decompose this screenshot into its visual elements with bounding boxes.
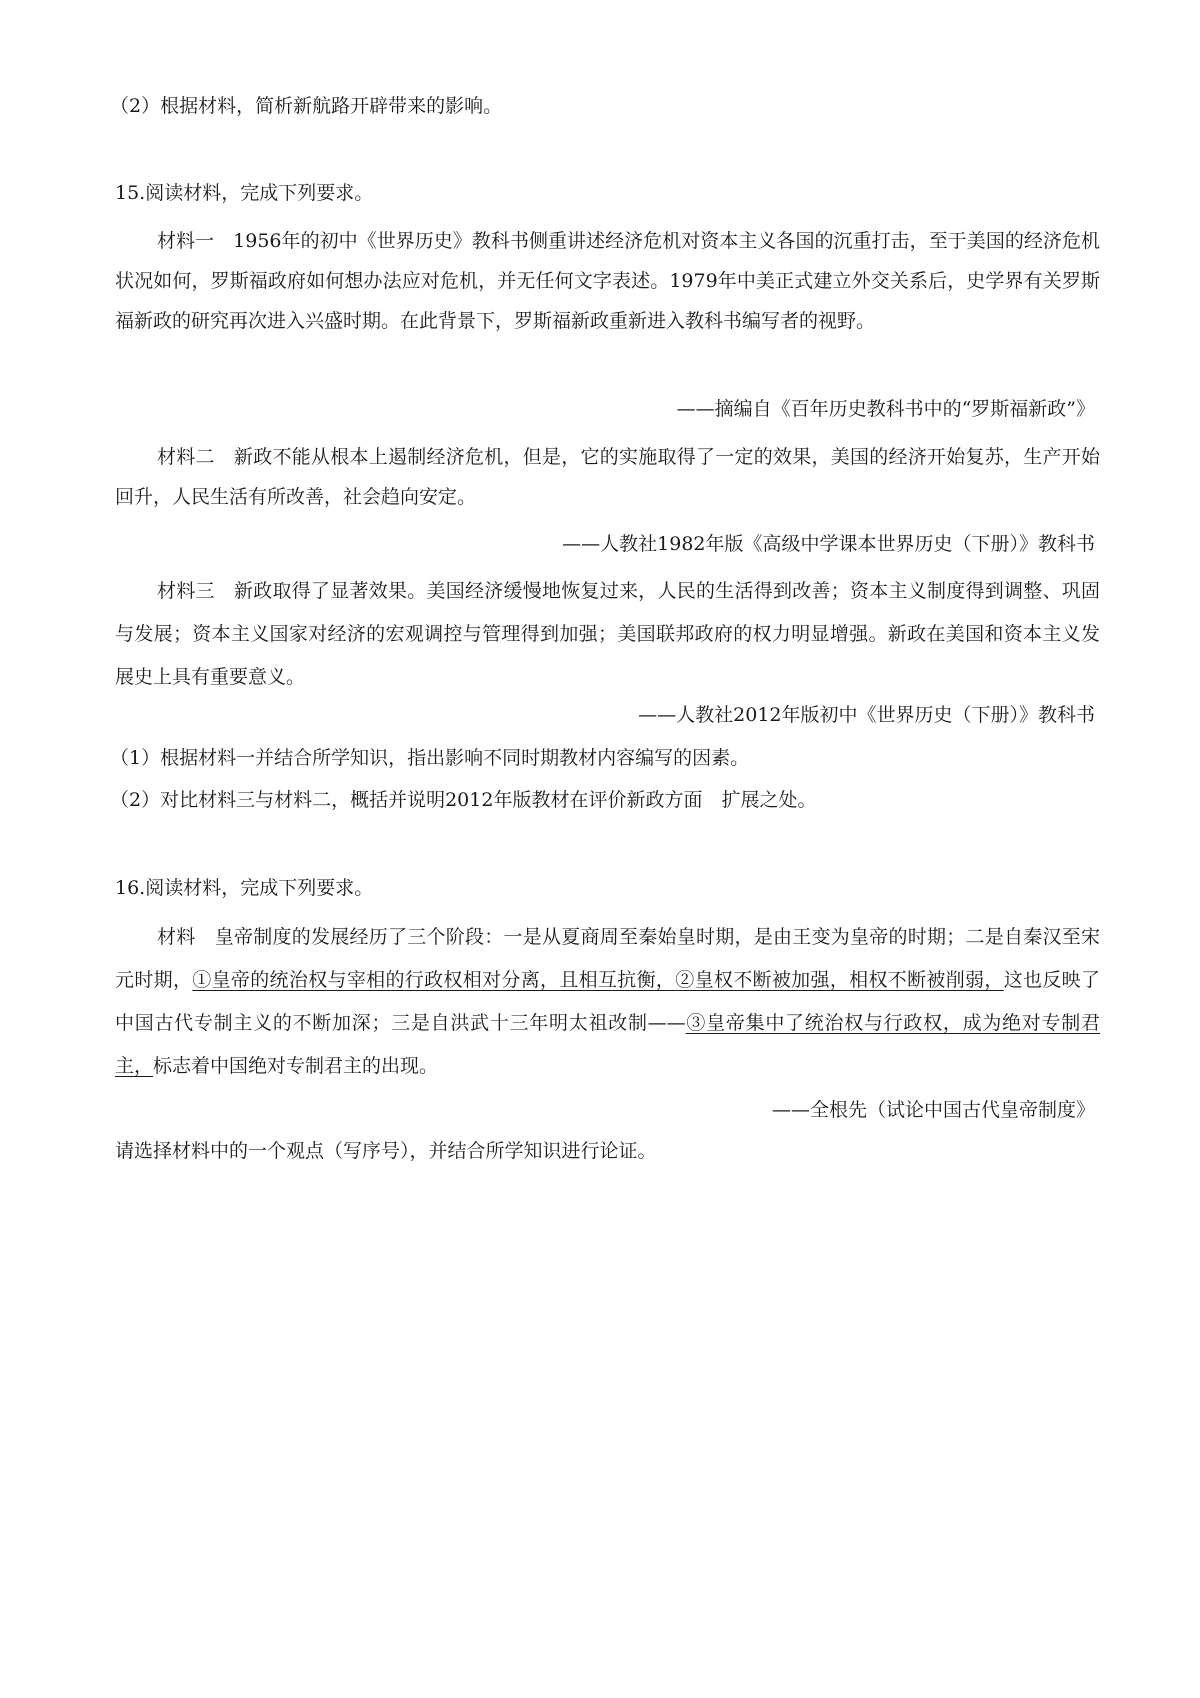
q16-material-source: ——全根先（试论中国古代皇帝制度》 bbox=[771, 1099, 1095, 1121]
q16-material-middle: 这也反映了中国古代专制主义的不断加深；三是自洪武十三年明太祖改制—— bbox=[115, 969, 1100, 1034]
q16-material-end: 标志着中国绝对专制君主的出现。 bbox=[153, 1055, 439, 1077]
q15-material-1: 材料一 1956年的初中《世界历史》教科书侧重讲述经济危机对资本主义各国的沉重打击，至于美国的经济危机状况如何，罗斯福政府如何想办法应对危机，并无任何文字表述。1979年中美正式建立外交关系后，史学界有关罗斯福新政的研究再次进入兴盛时期。在此背景下，罗斯福新政重新进入教科书编写者的视野。 bbox=[115, 230, 1100, 332]
q16-material-intro: 材料 皇帝制度的发展经历了三个阶段：一是从夏商周至秦始皇时期，是由王变为皇帝的时期；二是自秦汉至宋元时期， bbox=[115, 926, 1100, 991]
prev-question-2: （2）根据材料，简析新航路开辟带来的影响。 bbox=[110, 95, 503, 117]
q15-material-3: 材料三 新政取得了显著效果。美国经济缓慢地恢复过来，人民的生活得到改善；资本主义制度得到调整、巩固与发展；资本主义国家对经济的宏观调控与管理得到加强；美国联邦政府的权力明显增强。新政在美国和资本主义发展史上具有重要意义。 bbox=[115, 580, 1100, 688]
q15-heading: 15.阅读材料，完成下列要求。 bbox=[115, 182, 374, 204]
q15-material-2-source: ——人教社1982年版《高级中学课本世界历史（下册）》教科书 bbox=[562, 533, 1095, 555]
q16-viewpoint-2: ②皇权不断被加强，相权不断被削弱， bbox=[675, 969, 1004, 991]
q15-material-1-source: ——摘编自《百年历史教科书中的“罗斯福新政”》 bbox=[676, 398, 1095, 420]
q15-material-2: 材料二 新政不能从根本上遏制经济危机，但是，它的实施取得了一定的效果，美国的经济开始复苏，生产开始回升，人民生活有所改善，社会趋向安定。 bbox=[115, 446, 1100, 508]
q16-material bbox=[115, 916, 1100, 1088]
q15-material-3-source: ——人教社2012年版初中《世界历史（下册）》教科书 bbox=[638, 704, 1095, 726]
q16-heading: 16.阅读材料，完成下列要求。 bbox=[115, 877, 374, 899]
q15-question-1: （1）根据材料一并结合所学知识，指出影响不同时期教材内容编写的因素。 bbox=[110, 747, 750, 769]
q15-question-2: （2）对比材料三与材料二，概括并说明2012年版教材在评价新政方面 扩展之处。 bbox=[110, 789, 817, 811]
q16-question: 请选择材料中的一个观点（写序号），并结合所学知识进行论证。 bbox=[115, 1140, 657, 1162]
q16-viewpoint-3: ③皇帝集中了统治权与行政权，成为绝对专制君主， bbox=[115, 1012, 1100, 1077]
q16-viewpoint-1: ①皇帝的统治权与宰相的行政权相对分离，且相互抗衡， bbox=[192, 969, 676, 991]
